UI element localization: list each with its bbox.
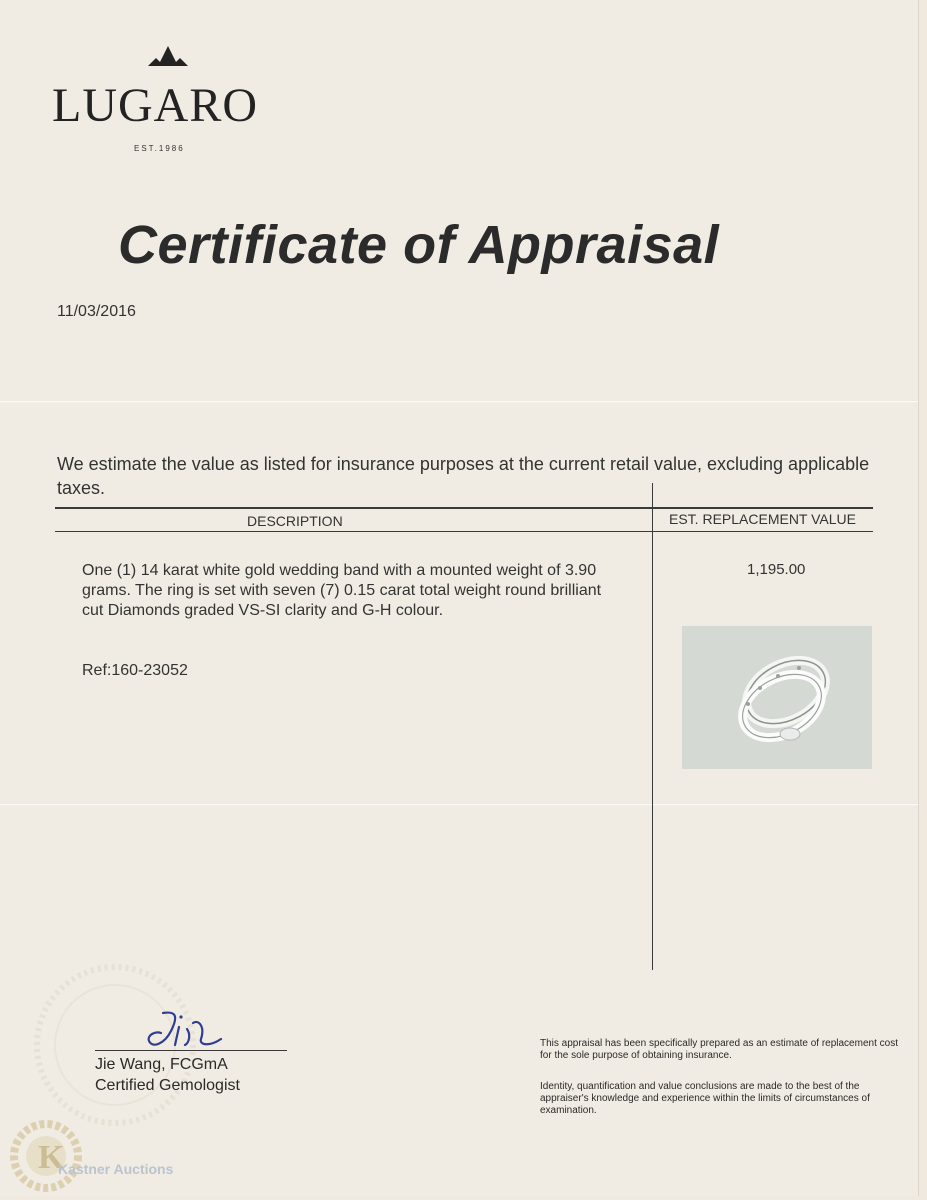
column-header-description: DESCRIPTION bbox=[247, 513, 343, 529]
svg-text:K: K bbox=[38, 1139, 65, 1176]
table-header-rule bbox=[55, 531, 873, 532]
column-header-value: EST. REPLACEMENT VALUE bbox=[669, 511, 856, 527]
table-top-rule bbox=[55, 507, 873, 509]
watermark-text: Kastner Auctions bbox=[58, 1161, 174, 1177]
item-description: One (1) 14 karat white gold wedding band with a mounted weight of 3.90 grams. The ring is set with seven (7) 0.15 carat total weight round brilliant cut Diamonds graded VS-SI clarity and G-H colour. bbox=[82, 562, 602, 619]
signature-line bbox=[95, 1050, 287, 1051]
certificate-title: Certificate of Appraisal bbox=[118, 215, 720, 275]
appraiser-name: Jie Wang, FCGmA bbox=[95, 1056, 228, 1073]
appraiser-title: Certified Gemologist bbox=[95, 1077, 240, 1094]
intro-statement: We estimate the value as listed for insurance purposes at the current retail value, excluding applicable taxes. bbox=[57, 454, 870, 498]
auction-house-watermark bbox=[10, 1120, 174, 1195]
crown-icon bbox=[146, 44, 190, 68]
paper-fold-bottom bbox=[0, 803, 918, 806]
certificate-date: 11/03/2016 bbox=[57, 303, 136, 320]
appraisal-disclaimer-note: Identity, quantification and value conclusions are made to the best of the appraiser's knowledge and experience within the limits of circumstances of examination. bbox=[540, 1081, 870, 1116]
appraisal-purpose-note: This appraisal has been specifically prepared as an estimate of replacement cost for the sole purpose of obtaining insurance. bbox=[540, 1038, 898, 1061]
brand-established: EST.1986 bbox=[134, 144, 185, 153]
item-reference: Ref:160-23052 bbox=[82, 662, 188, 679]
paper-fold-top bbox=[0, 400, 918, 403]
ring-photo bbox=[682, 626, 872, 769]
table-column-divider bbox=[652, 483, 653, 970]
item-replacement-value: 1,195.00 bbox=[747, 561, 806, 578]
brand-logo: LUGARO bbox=[52, 79, 258, 132]
